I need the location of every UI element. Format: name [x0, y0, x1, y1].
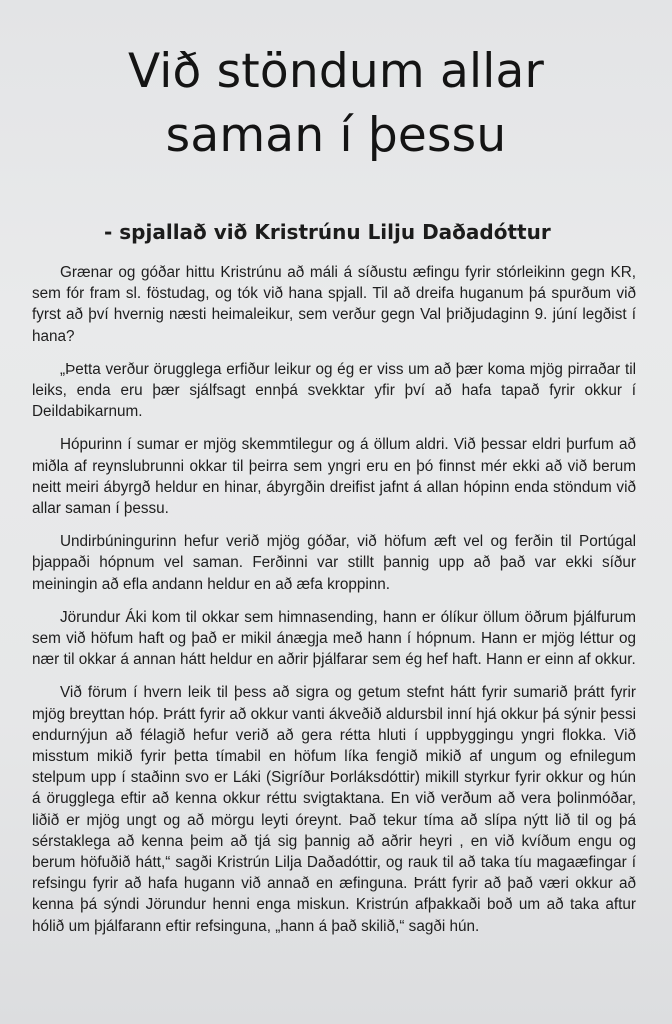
article-title-line-1: Við stöndum allar — [127, 44, 545, 99]
article-paragraph-4: Undirbúningurinn hefur verið mjög góðar, við höfum æft vel og ferðin til Portúgal þjappaði hópnum vel saman. Ferðinni var stillt þannig upp að það var ekki síður meiningin að efla andann heldur en að æfa kroppinn. — [32, 533, 636, 593]
article-title — [0, 40, 672, 168]
article-paragraph-1: Grænar og góðar hittu Kristrúnu að máli á síðustu æfingu fyrir stórleikinn gegn KR, sem fór fram sl. föstudag, og tók við hana spjall. Til að dreifa huganum þá spurðum við fyrst að því hvernig næsti heimaleikur, sem verður gegn Val þriðjudaginn 9. júní legðist í hana? — [32, 264, 636, 345]
article-subtitle: - spjallað við Kristrúnu Lilju Daðadóttur — [104, 220, 551, 244]
article-paragraph-3: Hópurinn í sumar er mjög skemmtilegur og á öllum aldri. Við þessar eldri þurfum að miðla af reynslubrunni okkar til þeirra sem yngri eru en þó finnst mér ekki að við berum neitt meiri ábyrgð heldur en hinar, ábyrgðin dreifist jafnt á allan hópinn enda stöndum við allar saman í þessu. — [32, 436, 636, 518]
article-paragraph-2: „Þetta verður örugglega erfiður leikur og ég er viss um að þær koma mjög pirraðar til leiks, enda eru þær sjálfsagt ennþá svekktar yfir því að hafa tapað fyrir okkur í Deildabikarnum. — [32, 360, 636, 421]
article-paragraph-5: Jörundur Áki kom til okkar sem himnasending, hann er ólíkur öllum öðrum þjálfurum sem við höfum haft og það er mikil ánægja með hann í hópnum. Hann er mjög léttur og nær til okkar á annan hátt heldur en aðrir þjálfarar sem ég hef haft. Hann er einn af okkur. — [32, 608, 636, 669]
article-paragraph-6: Við förum í hvern leik til þess að sigra og getum stefnt hátt fyrir sumarið þrátt fyrir mjög breyttan hóp. Þrátt fyrir að okkur vanti ákveðið aldursbil inní hjá okkur þá sýnir þessi endurnýjun að félagið hefur verið að gera rétta hluti í uppbyggingu yngri flokka. Við misstum mikið fyrir þetta tímabil en höfum líka fengið mikið af ungum og efnilegum stelpum upp í staðinn svo er Láki (Sigríður Þorláksdóttir) mikill styrkur fyrir okkur og hún á örugglega eftir að kenna okkur réttu svigtaktana. En við verðum að vera þolinmóðar, liðið er mjög ungt og að mörgu leyti óreynt. Það tekur tíma að slípa nýtt lið til og þá sérstaklega að kenna þeim að tjá sig þannig að aðrir heyri , en við kvíðum engu og berum höfuðið hátt,“ sagði Kristrún Lilja Daðadóttir, og rauk til að taka tíu magaæfingar í refsingu fyrir að hafa hugann við annað en æfinguna. Þrátt fyrir að það væri okkur að kenna þá sýndi Jörundur henni enga miskun. Kristrún afþakkaði boð um að taka aftur hólið um þjálfarann eftir refsinguna, „hann á það skilið,“ sagði hún. — [32, 684, 636, 935]
article-body — [32, 262, 636, 949]
article-title-line-2: saman í þessu — [165, 108, 507, 163]
